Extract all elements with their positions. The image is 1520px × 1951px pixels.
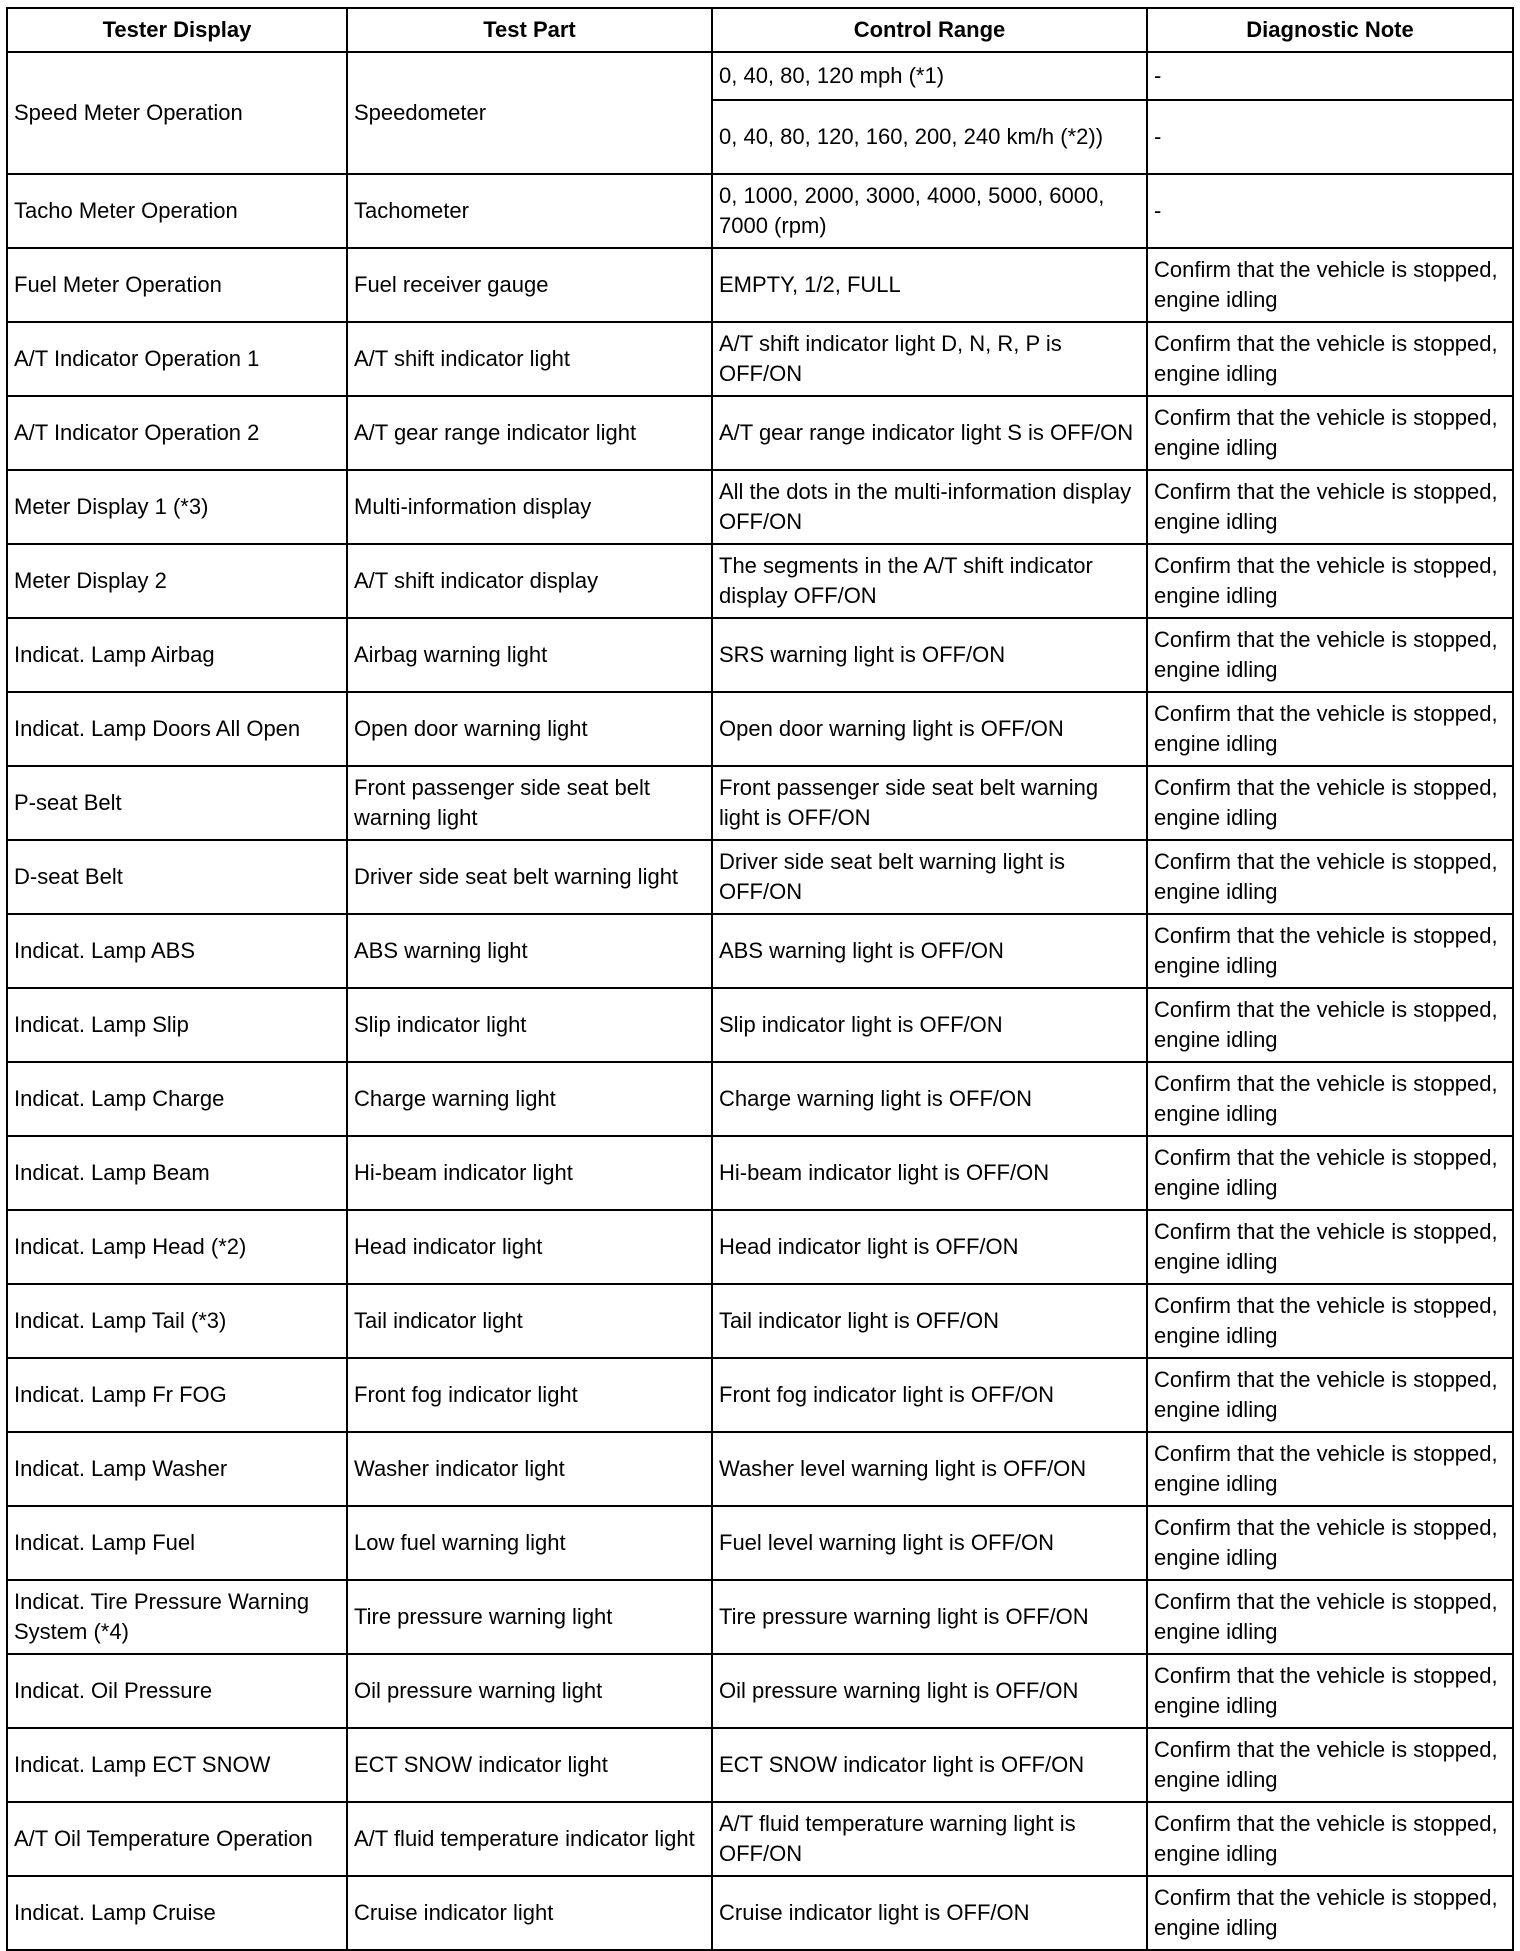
header-tester-display: Tester Display — [7, 8, 347, 52]
cell-test-part: Speedometer — [347, 52, 712, 174]
cell-diagnostic-note: Confirm that the vehicle is stopped, engine idling — [1147, 544, 1513, 618]
cell-diagnostic-note: Confirm that the vehicle is stopped, engine idling — [1147, 1506, 1513, 1580]
active-test-table — [6, 7, 1514, 1951]
cell-diagnostic-note: Confirm that the vehicle is stopped, engine idling — [1147, 396, 1513, 470]
cell-tester-display: Indicat. Lamp Tail (*3) — [7, 1284, 347, 1358]
table-row — [7, 544, 1513, 618]
cell-test-part: Slip indicator light — [347, 988, 712, 1062]
cell-control-range: A/T shift indicator light D, N, R, P is OFF/ON — [712, 322, 1147, 396]
cell-control-range: ABS warning light is OFF/ON — [712, 914, 1147, 988]
cell-tester-display: Indicat. Lamp Airbag — [7, 618, 347, 692]
cell-control-range: Washer level warning light is OFF/ON — [712, 1432, 1147, 1506]
cell-diagnostic-note: Confirm that the vehicle is stopped, engine idling — [1147, 1284, 1513, 1358]
cell-control-range: 0, 40, 80, 120, 160, 200, 240 km/h (*2)) — [712, 100, 1147, 174]
cell-tester-display: A/T Indicator Operation 1 — [7, 322, 347, 396]
table-row — [7, 322, 1513, 396]
table-row — [7, 840, 1513, 914]
cell-diagnostic-note: Confirm that the vehicle is stopped, engine idling — [1147, 1062, 1513, 1136]
cell-diagnostic-note: Confirm that the vehicle is stopped, engine idling — [1147, 988, 1513, 1062]
cell-tester-display: Fuel Meter Operation — [7, 248, 347, 322]
table-body — [7, 52, 1513, 1950]
cell-test-part: ECT SNOW indicator light — [347, 1728, 712, 1802]
cell-test-part: A/T shift indicator light — [347, 322, 712, 396]
cell-control-range: 0, 1000, 2000, 3000, 4000, 5000, 6000, 7000 (rpm) — [712, 174, 1147, 248]
cell-diagnostic-note: Confirm that the vehicle is stopped, engine idling — [1147, 1728, 1513, 1802]
table-row — [7, 1210, 1513, 1284]
cell-diagnostic-note: Confirm that the vehicle is stopped, engine idling — [1147, 914, 1513, 988]
cell-diagnostic-note: Confirm that the vehicle is stopped, engine idling — [1147, 248, 1513, 322]
cell-tester-display: Indicat. Lamp Charge — [7, 1062, 347, 1136]
table-row — [7, 174, 1513, 248]
cell-control-range: ECT SNOW indicator light is OFF/ON — [712, 1728, 1147, 1802]
cell-control-range: A/T gear range indicator light S is OFF/ON — [712, 396, 1147, 470]
cell-control-range: All the dots in the multi-information display OFF/ON — [712, 470, 1147, 544]
cell-tester-display: Indicat. Oil Pressure — [7, 1654, 347, 1728]
cell-test-part: Oil pressure warning light — [347, 1654, 712, 1728]
table-row — [7, 1728, 1513, 1802]
table-row — [7, 1506, 1513, 1580]
table-row — [7, 766, 1513, 840]
cell-control-range: Fuel level warning light is OFF/ON — [712, 1506, 1147, 1580]
table-row — [7, 692, 1513, 766]
cell-tester-display: A/T Oil Temperature Operation — [7, 1802, 347, 1876]
cell-test-part: A/T shift indicator display — [347, 544, 712, 618]
cell-tester-display: D-seat Belt — [7, 840, 347, 914]
cell-test-part: Front passenger side seat belt warning light — [347, 766, 712, 840]
table-row — [7, 1580, 1513, 1654]
cell-test-part: Hi-beam indicator light — [347, 1136, 712, 1210]
cell-tester-display: Indicat. Lamp ECT SNOW — [7, 1728, 347, 1802]
cell-control-range: Front passenger side seat belt warning light is OFF/ON — [712, 766, 1147, 840]
cell-test-part: Tachometer — [347, 174, 712, 248]
cell-tester-display: Indicat. Lamp Doors All Open — [7, 692, 347, 766]
cell-diagnostic-note: Confirm that the vehicle is stopped, engine idling — [1147, 1432, 1513, 1506]
cell-test-part: Low fuel warning light — [347, 1506, 712, 1580]
cell-test-part: Airbag warning light — [347, 618, 712, 692]
cell-tester-display: Indicat. Lamp Head (*2) — [7, 1210, 347, 1284]
table-row — [7, 1062, 1513, 1136]
cell-test-part: ABS warning light — [347, 914, 712, 988]
cell-control-range: Head indicator light is OFF/ON — [712, 1210, 1147, 1284]
cell-control-range: Oil pressure warning light is OFF/ON — [712, 1654, 1147, 1728]
cell-test-part: Open door warning light — [347, 692, 712, 766]
cell-tester-display: Indicat. Lamp Washer — [7, 1432, 347, 1506]
cell-tester-display: Indicat. Lamp Fuel — [7, 1506, 347, 1580]
cell-control-range: Charge warning light is OFF/ON — [712, 1062, 1147, 1136]
cell-control-range: Slip indicator light is OFF/ON — [712, 988, 1147, 1062]
cell-control-range: A/T fluid temperature warning light is OFF/ON — [712, 1802, 1147, 1876]
cell-diagnostic-note: Confirm that the vehicle is stopped, engine idling — [1147, 618, 1513, 692]
cell-test-part: A/T gear range indicator light — [347, 396, 712, 470]
cell-diagnostic-note: - — [1147, 52, 1513, 100]
cell-tester-display: P-seat Belt — [7, 766, 347, 840]
table-row — [7, 988, 1513, 1062]
cell-tester-display: A/T Indicator Operation 2 — [7, 396, 347, 470]
header-row — [7, 8, 1513, 52]
header-control-range: Control Range — [712, 8, 1147, 52]
cell-test-part: Washer indicator light — [347, 1432, 712, 1506]
cell-control-range: Driver side seat belt warning light is OFF/ON — [712, 840, 1147, 914]
cell-tester-display: Meter Display 2 — [7, 544, 347, 618]
table-row — [7, 1284, 1513, 1358]
cell-control-range: SRS warning light is OFF/ON — [712, 618, 1147, 692]
table-row — [7, 1654, 1513, 1728]
cell-diagnostic-note: Confirm that the vehicle is stopped, engine idling — [1147, 1210, 1513, 1284]
cell-tester-display: Meter Display 1 (*3) — [7, 470, 347, 544]
table-row — [7, 1358, 1513, 1432]
cell-control-range: The segments in the A/T shift indicator display OFF/ON — [712, 544, 1147, 618]
cell-tester-display: Indicat. Tire Pressure Warning System (*4) — [7, 1580, 347, 1654]
cell-test-part: Charge warning light — [347, 1062, 712, 1136]
cell-test-part: Multi-information display — [347, 470, 712, 544]
cell-test-part: A/T fluid temperature indicator light — [347, 1802, 712, 1876]
table-row — [7, 52, 1513, 100]
cell-diagnostic-note: Confirm that the vehicle is stopped, engine idling — [1147, 470, 1513, 544]
header-test-part: Test Part — [347, 8, 712, 52]
header-diagnostic-note: Diagnostic Note — [1147, 8, 1513, 52]
cell-test-part: Fuel receiver gauge — [347, 248, 712, 322]
cell-test-part: Tire pressure warning light — [347, 1580, 712, 1654]
cell-diagnostic-note: Confirm that the vehicle is stopped, engine idling — [1147, 840, 1513, 914]
cell-tester-display: Tacho Meter Operation — [7, 174, 347, 248]
cell-control-range: Hi-beam indicator light is OFF/ON — [712, 1136, 1147, 1210]
cell-control-range: Tire pressure warning light is OFF/ON — [712, 1580, 1147, 1654]
table-row — [7, 248, 1513, 322]
cell-diagnostic-note: Confirm that the vehicle is stopped, engine idling — [1147, 1876, 1513, 1950]
cell-diagnostic-note: Confirm that the vehicle is stopped, engine idling — [1147, 1580, 1513, 1654]
cell-tester-display: Indicat. Lamp ABS — [7, 914, 347, 988]
table-row — [7, 1432, 1513, 1506]
cell-test-part: Driver side seat belt warning light — [347, 840, 712, 914]
cell-diagnostic-note: Confirm that the vehicle is stopped, engine idling — [1147, 1136, 1513, 1210]
cell-test-part: Head indicator light — [347, 1210, 712, 1284]
table-row — [7, 396, 1513, 470]
cell-control-range: EMPTY, 1/2, FULL — [712, 248, 1147, 322]
cell-diagnostic-note: Confirm that the vehicle is stopped, engine idling — [1147, 1654, 1513, 1728]
cell-control-range: 0, 40, 80, 120 mph (*1) — [712, 52, 1147, 100]
table-row — [7, 914, 1513, 988]
cell-test-part: Front fog indicator light — [347, 1358, 712, 1432]
cell-tester-display: Indicat. Lamp Cruise — [7, 1876, 347, 1950]
cell-control-range: Tail indicator light is OFF/ON — [712, 1284, 1147, 1358]
table-row — [7, 1802, 1513, 1876]
cell-diagnostic-note: Confirm that the vehicle is stopped, engine idling — [1147, 692, 1513, 766]
cell-diagnostic-note: Confirm that the vehicle is stopped, engine idling — [1147, 1802, 1513, 1876]
cell-diagnostic-note: Confirm that the vehicle is stopped, engine idling — [1147, 766, 1513, 840]
cell-control-range: Front fog indicator light is OFF/ON — [712, 1358, 1147, 1432]
cell-diagnostic-note: - — [1147, 100, 1513, 174]
cell-tester-display: Speed Meter Operation — [7, 52, 347, 174]
table-row — [7, 1136, 1513, 1210]
cell-test-part: Tail indicator light — [347, 1284, 712, 1358]
cell-test-part: Cruise indicator light — [347, 1876, 712, 1950]
cell-tester-display: Indicat. Lamp Slip — [7, 988, 347, 1062]
cell-control-range: Cruise indicator light is OFF/ON — [712, 1876, 1147, 1950]
table-row — [7, 618, 1513, 692]
cell-diagnostic-note: - — [1147, 174, 1513, 248]
cell-tester-display: Indicat. Lamp Fr FOG — [7, 1358, 347, 1432]
table-row — [7, 1876, 1513, 1950]
cell-tester-display: Indicat. Lamp Beam — [7, 1136, 347, 1210]
table-row — [7, 470, 1513, 544]
cell-diagnostic-note: Confirm that the vehicle is stopped, engine idling — [1147, 1358, 1513, 1432]
cell-control-range: Open door warning light is OFF/ON — [712, 692, 1147, 766]
cell-diagnostic-note: Confirm that the vehicle is stopped, engine idling — [1147, 322, 1513, 396]
